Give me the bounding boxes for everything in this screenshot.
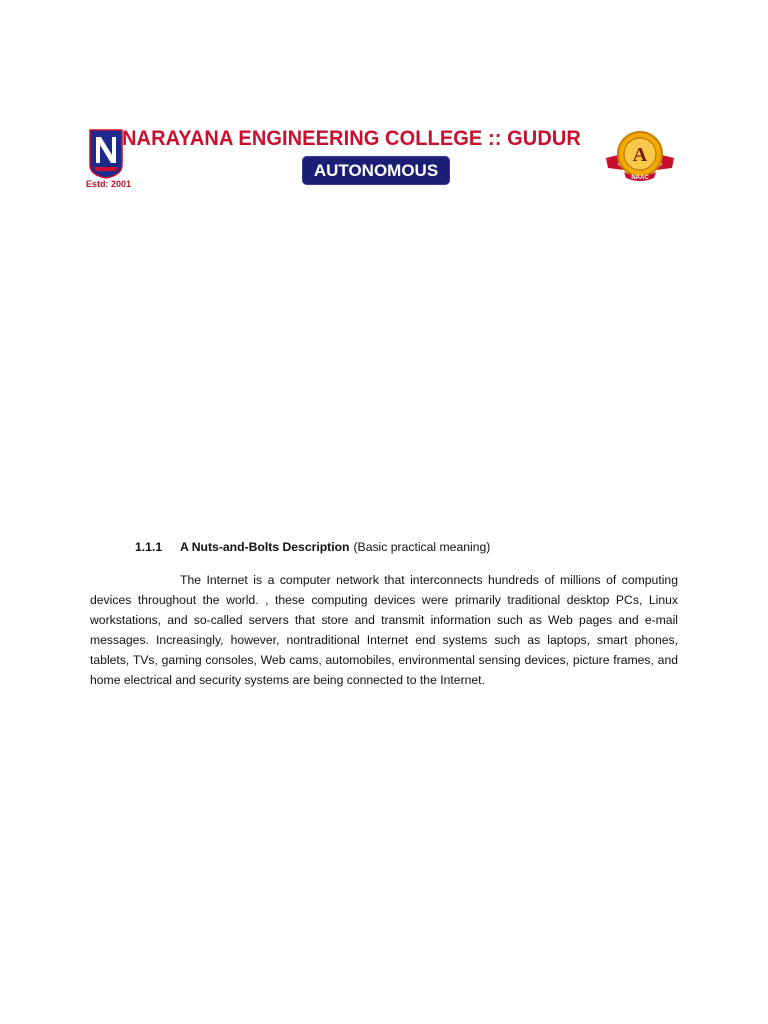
section-1-1-1: [90, 537, 678, 702]
established-year: Estd: 2001: [86, 179, 132, 189]
section-title: A Nuts-and-Bolts Description: [180, 540, 350, 554]
naac-grade-emblem-icon: [604, 124, 676, 186]
svg-text:A: A: [632, 144, 648, 166]
section-heading: [135, 537, 678, 557]
letterhead: [84, 122, 676, 198]
section-paragraph: The Internet is a computer network that interconnects hundreds of millions of computing devices throughout the world. , these computing devices were primarily traditional desktop PCs, Linux workstations, and so-called servers that store and transmit information such as Web pages and e-mail messages. Increasingly, however, nontraditional Internet end systems such as laptops, smart phones, tablets, TVs, gaming consoles, Web cams, automobiles, environmental sensing devices, picture frames, and home electrical and security systems are being connected to the Internet.: [90, 573, 678, 687]
svg-text:NAAC: NAAC: [631, 175, 649, 181]
section-number: 1.1.1: [135, 540, 163, 554]
autonomous-badge: AUTONOMOUS: [302, 156, 450, 185]
section-subtitle: (Basic practical meaning): [353, 540, 491, 554]
college-name: NARAYANA ENGINEERING COLLEGE :: GUDUR: [122, 126, 581, 150]
college-logo-icon: [88, 127, 124, 179]
